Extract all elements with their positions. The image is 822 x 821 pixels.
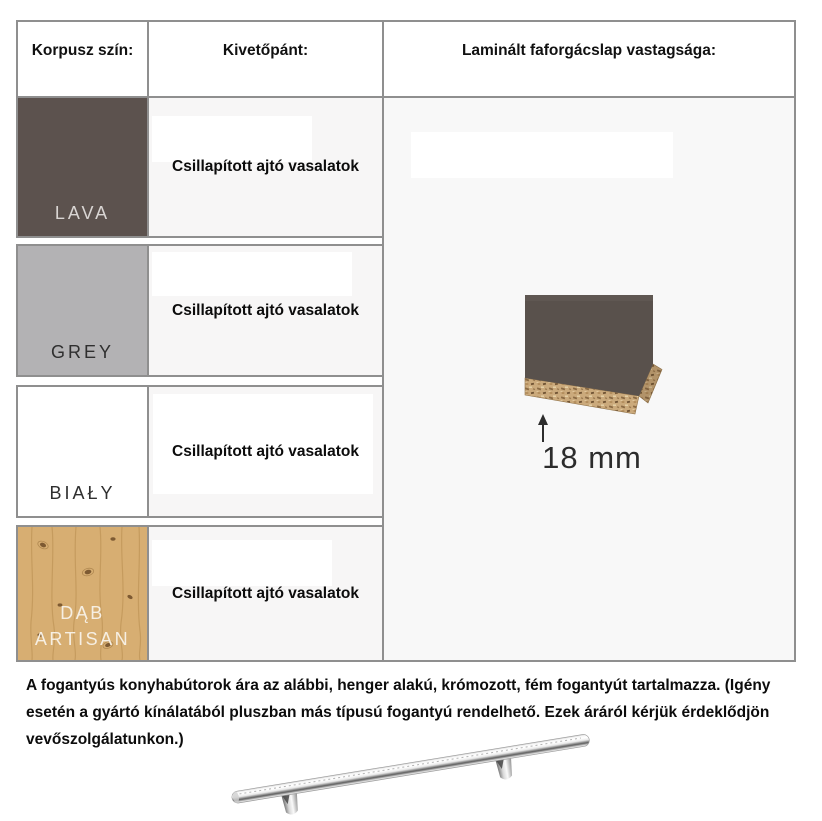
hinge-label: Csillapított ajtó vasalatok	[172, 442, 359, 460]
chipboard-cross-section-image	[512, 287, 672, 422]
header-body-color	[16, 20, 149, 98]
header-hinge	[147, 20, 384, 98]
color-name-label: LAVA	[54, 203, 111, 223]
handle-note: A fogantyús konyhabútorok ára az alábbi, henger alakú, krómozott, fém fogantyút tartalmazza. (Igény esetén a gyártó kínálatából pluszban más típusú fogantyú rendelhető. Ezek áráról kérjük érdeklődjön vevőszolgálatunkon.)	[26, 677, 771, 748]
hinge-cell-bialy	[147, 385, 384, 518]
color-swatch-lava	[16, 96, 149, 238]
blank-patch	[152, 252, 352, 296]
color-name-label: GREY	[50, 342, 114, 362]
hinge-cell-lava	[147, 96, 384, 238]
thickness-cell	[382, 96, 796, 662]
color-name-label: BIAŁY	[49, 483, 116, 503]
hinge-cell-dab-artisan	[147, 525, 384, 662]
header-body-color-label: Korpusz szín:	[31, 42, 134, 59]
thickness-value: 18 mm	[542, 440, 642, 475]
header-thickness-label: Laminált faforgácslap vastagsága:	[461, 42, 717, 59]
hinge-label: Csillapított ajtó vasalatok	[172, 158, 359, 175]
header-thickness	[382, 20, 796, 98]
up-arrow-icon	[536, 414, 550, 442]
header-hinge-label: Kivetőpánt:	[222, 42, 309, 59]
hinge-label: Csillapított ajtó vasalatok	[172, 301, 359, 319]
color-swatch-bialy	[16, 385, 149, 518]
blank-patch	[152, 540, 332, 586]
color-name-label: DĄB ARTISAN	[34, 602, 131, 649]
color-swatch-grey	[16, 244, 149, 377]
hinge-label: Csillapított ajtó vasalatok	[172, 584, 359, 602]
blank-patch	[411, 132, 673, 178]
blank-patch	[152, 116, 312, 162]
chrome-bar-handle-image	[218, 726, 598, 821]
hinge-cell-grey	[147, 244, 384, 377]
color-swatch-dab-artisan	[16, 525, 149, 662]
